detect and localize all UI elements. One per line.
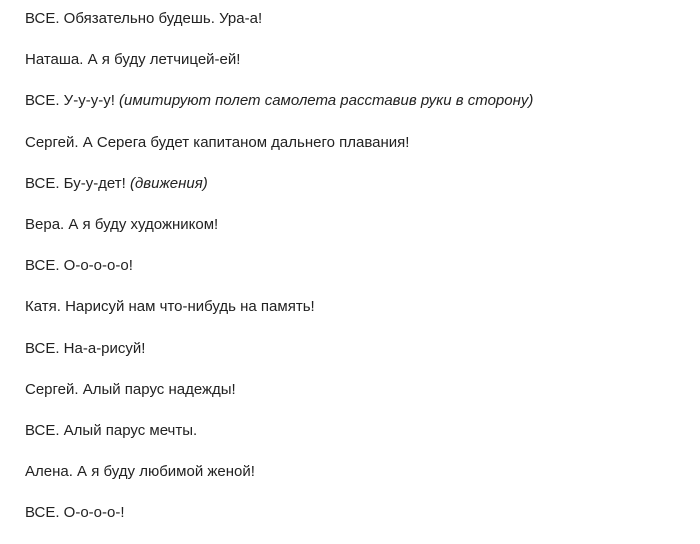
line-text: Алена. А я буду любимой женой! bbox=[25, 463, 255, 481]
script-line bbox=[25, 503, 695, 523]
script-line bbox=[25, 297, 695, 317]
line-text: Катя. Нарисуй нам что-нибудь на память! bbox=[25, 298, 315, 316]
line-text: Сергей. А Серега будет капитаном дальнего плавания! bbox=[25, 133, 410, 151]
line-text: ВСЕ. Алый парус мечты. bbox=[25, 421, 198, 439]
script-line bbox=[25, 91, 695, 111]
line-text: Сергей. Алый парус надежды! bbox=[25, 380, 236, 398]
line-text: ВСЕ. У-у-у-у! bbox=[25, 92, 115, 110]
script-line bbox=[25, 380, 695, 400]
line-text: ВСЕ. Бу-у-дет! bbox=[25, 174, 126, 192]
script-text bbox=[25, 9, 695, 544]
script-line bbox=[25, 339, 695, 359]
script-line bbox=[25, 50, 695, 70]
script-line bbox=[25, 9, 695, 29]
line-text: ВСЕ. На-а-рисуй! bbox=[25, 339, 146, 357]
script-line bbox=[25, 421, 695, 441]
script-line bbox=[25, 256, 695, 276]
script-line bbox=[25, 133, 695, 153]
script-line bbox=[25, 174, 695, 194]
script-line bbox=[25, 462, 695, 482]
line-text: Наташа. А я буду летчицей-ей! bbox=[25, 51, 241, 69]
line-text: ВСЕ. О-о-о-о-о! bbox=[25, 257, 133, 275]
line-text: Вера. А я буду художником! bbox=[25, 215, 219, 233]
script-line bbox=[25, 215, 695, 235]
line-text: ВСЕ. Обязательно будешь. Ура-а! bbox=[25, 10, 263, 27]
line-text: ВСЕ. О-о-о-о-! bbox=[25, 504, 125, 522]
stage-direction: (имитируют полет самолета расставив руки в сторону) bbox=[119, 92, 534, 110]
stage-direction: (движения) bbox=[130, 174, 208, 192]
